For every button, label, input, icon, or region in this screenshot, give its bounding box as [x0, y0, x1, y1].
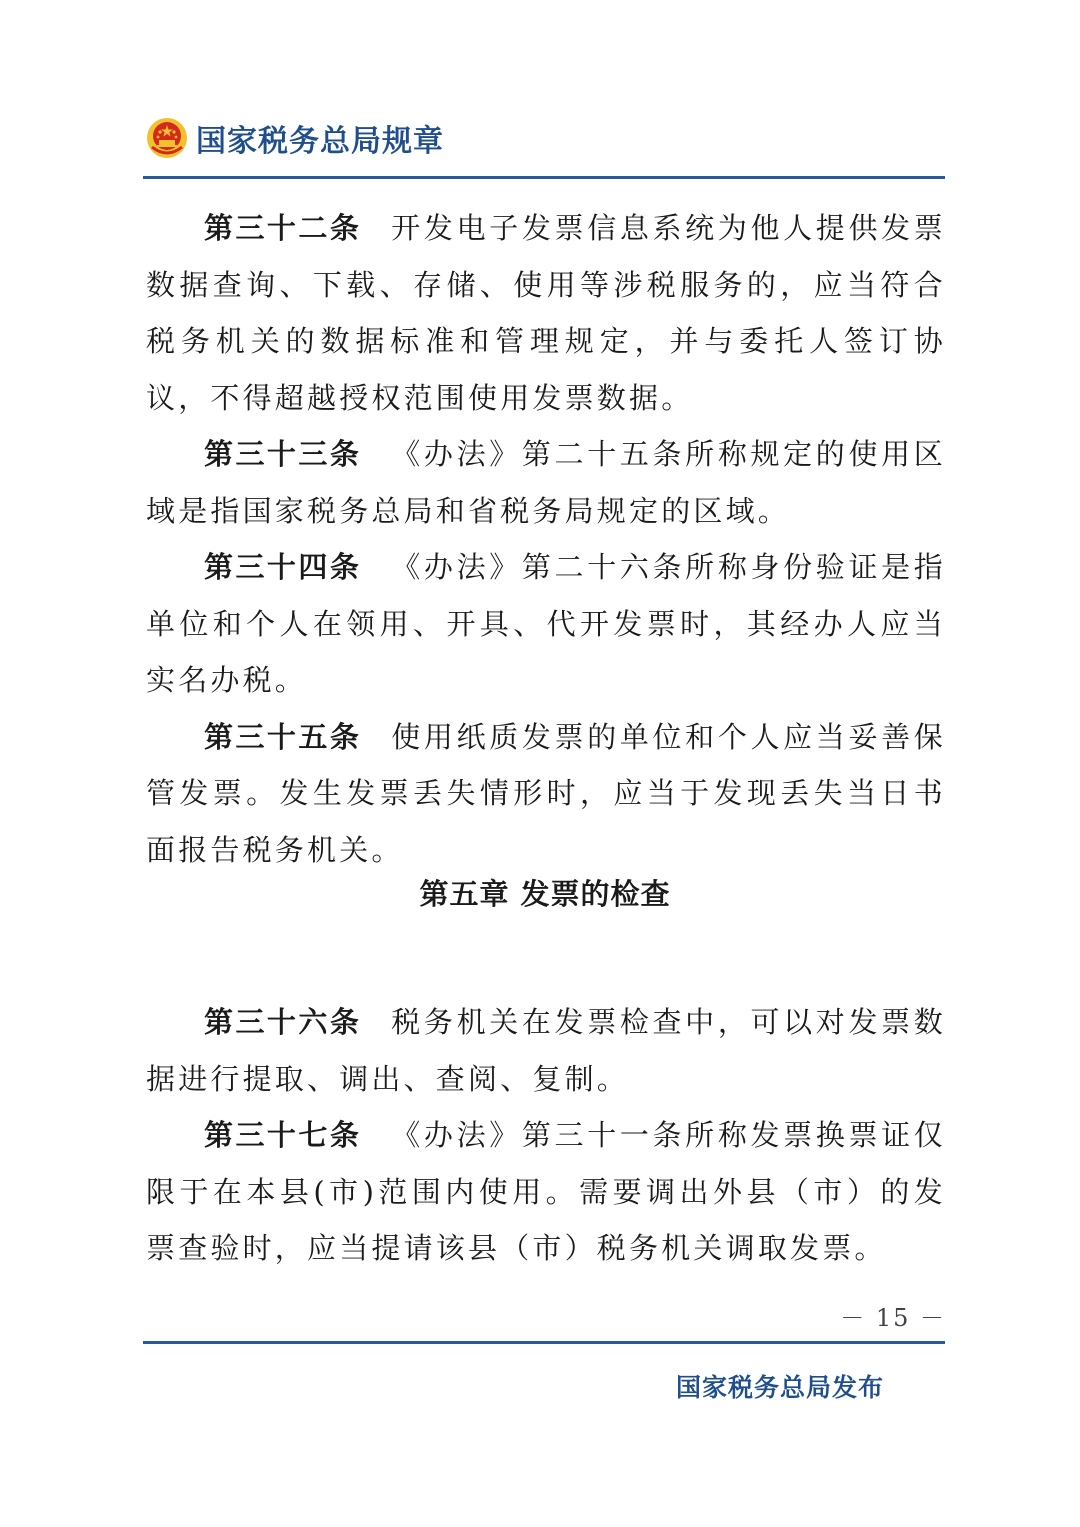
article-36 [146, 994, 946, 1107]
article-37 [146, 1107, 946, 1277]
article-number: 第三十七条 [204, 1118, 362, 1152]
footer-publisher: 国家税务总局发布 [675, 1373, 884, 1402]
article-number: 第三十二条 [204, 211, 362, 245]
article-35 [146, 709, 946, 879]
article-text: 税务机关在发票检查中，可以对发票数据进行提取、调出、查阅、复制。 [146, 1005, 946, 1096]
header-title: 国家税务总局规章 [196, 124, 444, 159]
page-header [146, 112, 444, 164]
article-number: 第三十四条 [204, 550, 362, 584]
chapter-title: 第五章 发票的检查 [419, 877, 671, 911]
article-32 [146, 200, 946, 426]
article-text: 开发电子发票信息系统为他人提供发票数据查询、下载、存储、使用等涉税服务的，应当符合税务机关的数据标准和管理规定，并与委托人签订协议，不得超越授权范围使用发票数据。 [146, 211, 946, 415]
article-text: 《办法》第二十六条所称身份验证是指单位和个人在领用、开具、代开发票时，其经办人应当实名办税。 [146, 550, 946, 697]
national-emblem-icon [146, 117, 188, 159]
article-text: 《办法》第二十五条所称规定的使用区域是指国家税务总局和省税务局规定的区域。 [146, 437, 946, 528]
article-number: 第三十五条 [204, 719, 362, 754]
page-number: － 15 － [840, 1304, 946, 1332]
article-text: 使用纸质发票的单位和个人应当妥善保管发票。发生发票丢失情形时，应当于发现丢失当日书面报告税务机关。 [146, 719, 946, 867]
footer-divider [143, 1341, 945, 1344]
header-divider [143, 176, 945, 179]
article-34 [146, 539, 946, 709]
article-33 [146, 426, 946, 539]
article-block-2 [146, 994, 946, 1277]
article-number: 第三十六条 [204, 1005, 362, 1039]
article-number: 第三十三条 [204, 437, 362, 471]
article-block-1 [146, 200, 946, 878]
article-text: 《办法》第三十一条所称发票换票证仅限于在本县(市)范围内使用。需要调出外县（市）的发票查验时，应当提请该县（市）税务机关调取发票。 [146, 1118, 946, 1265]
